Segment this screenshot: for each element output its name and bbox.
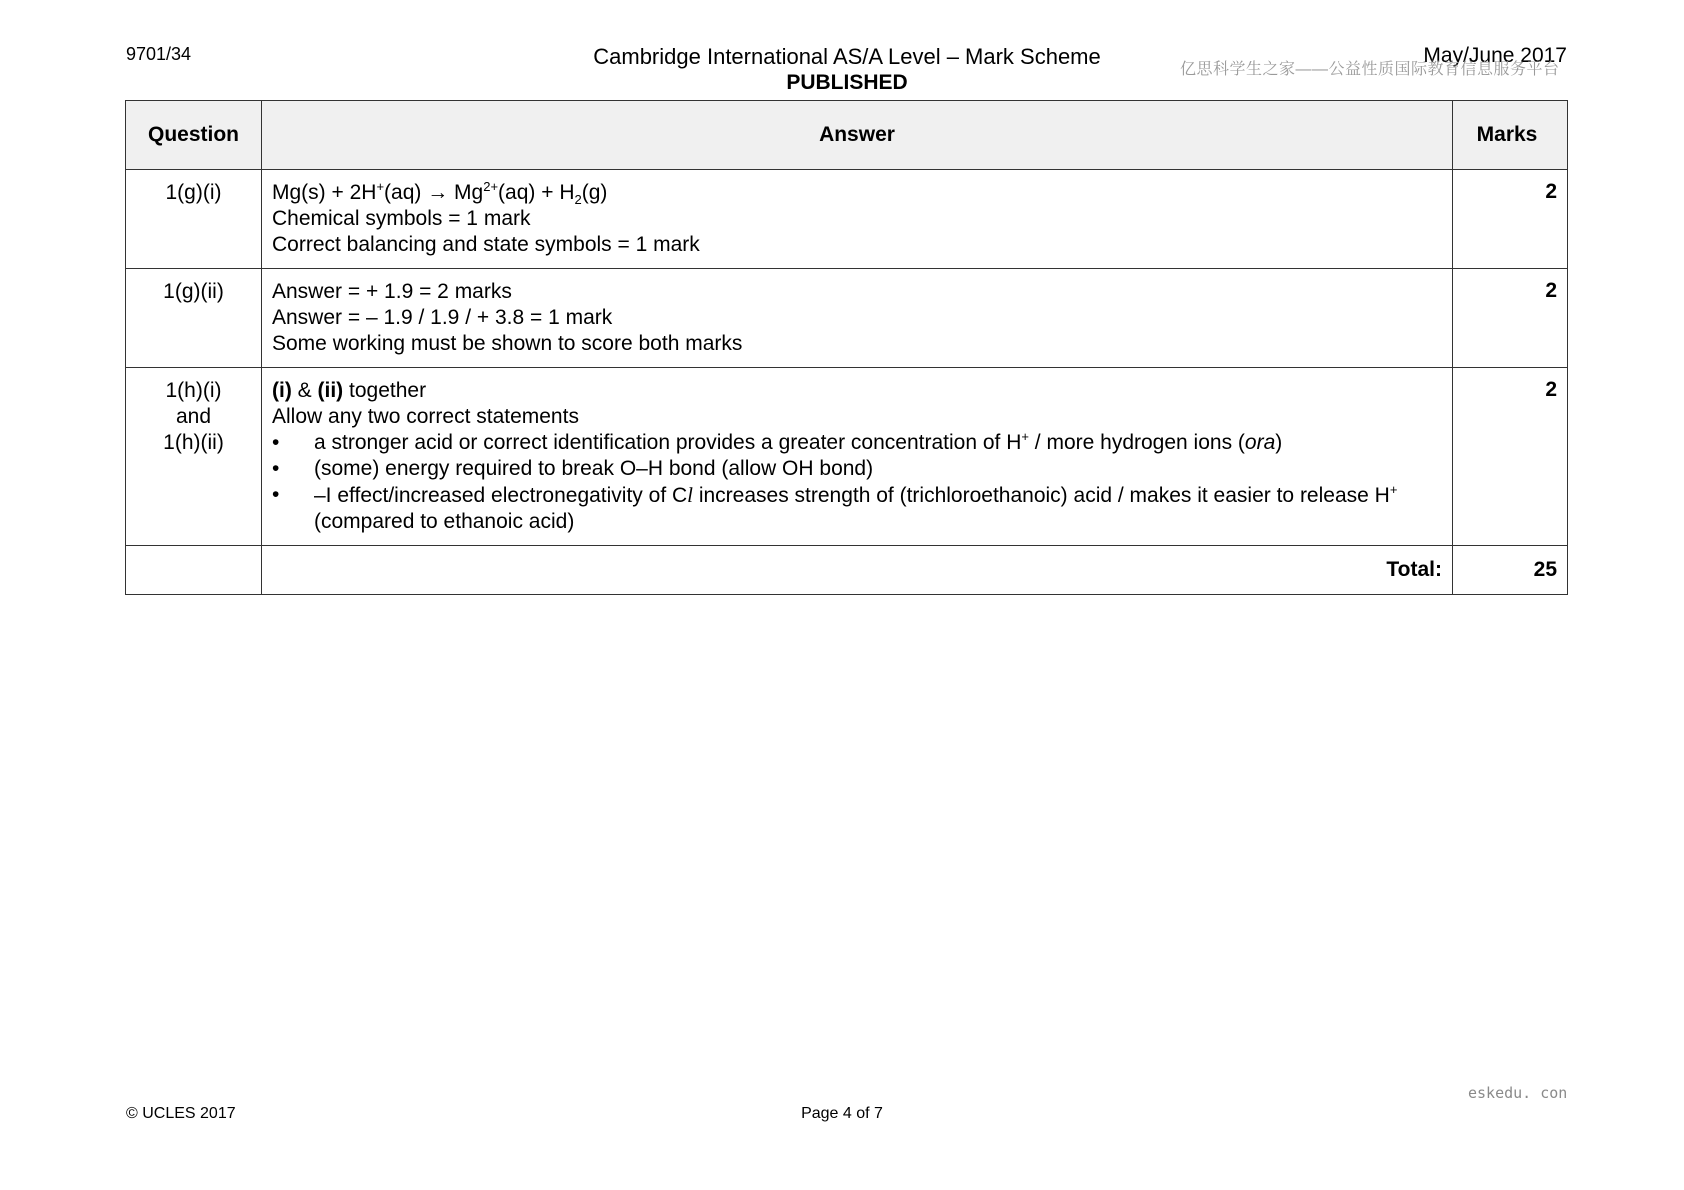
answer-cell: [262, 368, 1453, 546]
list-item: • a stronger acid or correct identification provides a greater concentration of H+ / more hydrogen ions (ora): [272, 429, 1283, 454]
question-cell: 1(g)(i): [126, 170, 262, 269]
marks-cell: 2: [1453, 170, 1568, 269]
marks-cell: 2: [1453, 269, 1568, 368]
table-row: [126, 269, 1568, 368]
mark-scheme-table: [125, 100, 1568, 595]
list-item: • –I effect/increased electronegativity of Cl increases strength of (trichloroethanoic) acid / makes it easier to release H+ (compared to ethanoic acid): [272, 482, 1398, 533]
bullet-icon: •: [272, 457, 280, 480]
marks-cell: 2: [1453, 368, 1568, 546]
answer-line: Chemical symbols = 1 mark: [272, 207, 531, 230]
copyright: © UCLES 2017: [126, 1105, 236, 1122]
statement-list: [272, 430, 1442, 535]
total-row: [126, 546, 1568, 595]
answer-intro: (i) & (ii) together: [272, 379, 427, 402]
total-value: 25: [1453, 546, 1568, 595]
equation: $Mg(s) + 2H^+(aq) \to Mg^{2+}(aq) + H_2(g)$: [272, 179, 608, 208]
table-row: [126, 170, 1568, 269]
session-label: May/June 2017: [1423, 44, 1567, 67]
total-label: Total:: [262, 546, 1453, 595]
answer-line: Answer = – 1.9 / 1.9 / + 3.8 = 1 mark: [272, 306, 613, 329]
table-row: [126, 368, 1568, 546]
bullet-icon: •: [272, 431, 280, 454]
answer-cell: [262, 269, 1453, 368]
question-cell: 1(g)(ii): [126, 269, 262, 368]
document-header: [542, 44, 1152, 96]
site-watermark: eskedu. con: [1468, 1084, 1568, 1102]
answer-line: Allow any two correct statements: [272, 405, 579, 428]
table-header-row: [126, 101, 1568, 170]
bullet-icon: •: [272, 483, 280, 506]
list-item: • (some) energy required to break O–H bond (allow OH bond): [272, 457, 874, 480]
answer-line: Answer = + 1.9 = 2 marks: [272, 280, 512, 303]
answer-line: Correct balancing and state symbols = 1 mark: [272, 233, 700, 256]
published-label: PUBLISHED: [786, 71, 908, 94]
answer-line: Some working must be shown to score both marks: [272, 332, 743, 355]
watermark-text: 亿思科学生之家——公益性质国际教育信息服务平台: [1180, 61, 1560, 78]
answer-header: Answer: [262, 101, 1453, 170]
page-number: Page 4 of 7: [801, 1105, 883, 1122]
answer-cell: [262, 170, 1453, 269]
marks-header: Marks: [1453, 101, 1568, 170]
question-header: Question: [126, 101, 262, 170]
paper-code: 9701/34: [126, 44, 192, 64]
question-cell: 1(h)(i) and 1(h)(ii): [126, 368, 262, 546]
document-title: Cambridge International AS/A Level – Mark Scheme: [593, 44, 1101, 69]
empty-cell: [126, 546, 262, 595]
